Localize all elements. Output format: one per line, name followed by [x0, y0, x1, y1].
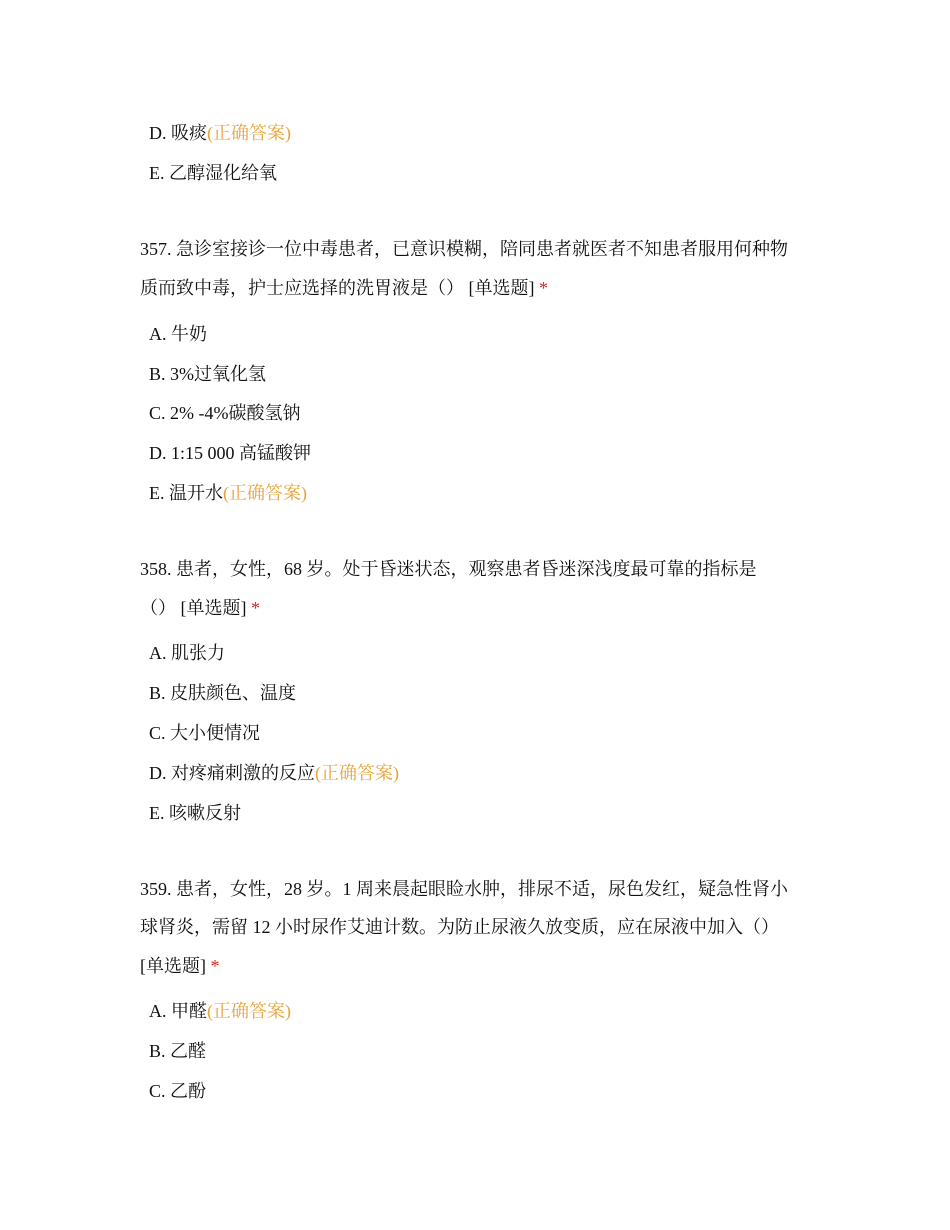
- option-text: E. 咳嗽反射: [149, 803, 241, 823]
- question-text: [单选题]: [140, 956, 206, 976]
- question-358-option-b: [149, 681, 296, 705]
- question-358-line-2: [140, 596, 260, 620]
- question-359-line-1: 359. 患者，女性，28 岁。1 周来晨起眼睑水肿，排尿不适，尿色发红，疑急性肾小: [140, 879, 788, 899]
- question-359-option-c: [149, 1079, 206, 1103]
- question-358-line-1: 358. 患者，女性，68 岁。处于昏迷状态，观察患者昏迷深浅度最可靠的指标是: [140, 559, 757, 579]
- question-359-option-a: [149, 999, 291, 1023]
- option-text: C. 乙酚: [149, 1081, 207, 1101]
- question-357-option-e: [149, 481, 307, 505]
- required-mark: *: [210, 956, 220, 976]
- option-text: A. 肌张力: [149, 643, 225, 663]
- correct-answer-label: (正确答案): [223, 483, 307, 503]
- option-e-prev: [149, 161, 277, 185]
- required-mark: *: [251, 598, 260, 618]
- question-357-line-1: 357. 急诊室接诊一位中毒患者，已意识模糊，陪同患者就医者不知患者服用何种物: [140, 239, 788, 259]
- question-357-line-2: [140, 276, 548, 300]
- question-357-option-c: [149, 401, 301, 425]
- required-mark: *: [539, 278, 548, 298]
- option-text: A. 甲醛: [149, 1001, 207, 1021]
- question-358-option-c: [149, 721, 260, 745]
- option-text: B. 3%过氧化氢: [149, 364, 266, 384]
- option-text: B. 乙醛: [149, 1041, 207, 1061]
- correct-answer-label: (正确答案): [207, 1001, 291, 1021]
- question-359-option-b: [149, 1039, 206, 1063]
- question-359-line-2: 球肾炎，需留 12 小时尿作艾迪计数。为防止尿液久放变质，应在尿液中加入（）: [140, 917, 779, 937]
- option-d-prev: [149, 121, 291, 145]
- option-text: E. 乙醇湿化给氧: [149, 163, 277, 183]
- question-358-option-d: [149, 761, 399, 785]
- option-text: D. 对疼痛刺激的反应: [149, 763, 315, 783]
- question-text: 质而致中毒，护士应选择的洗胃液是（） [单选题]: [140, 278, 535, 298]
- question-text: （） [单选题]: [140, 598, 247, 618]
- option-text: C. 2% -4%碳酸氢钠: [149, 403, 301, 423]
- correct-answer-label: (正确答案): [315, 763, 399, 783]
- question-358-option-a: [149, 641, 225, 665]
- option-text: C. 大小便情况: [149, 723, 261, 743]
- question-357-option-a: [149, 322, 207, 346]
- question-359-line-3: [140, 954, 220, 978]
- option-text: D. 1:15 000 高锰酸钾: [149, 443, 311, 463]
- option-text: D. 吸痰: [149, 123, 207, 143]
- correct-answer-label: (正确答案): [207, 123, 291, 143]
- question-357-option-d: [149, 441, 311, 465]
- option-text: A. 牛奶: [149, 324, 207, 344]
- option-text: B. 皮肤颜色、温度: [149, 683, 297, 703]
- question-357-option-b: [149, 362, 266, 386]
- question-358-option-e: [149, 801, 241, 825]
- option-text: E. 温开水: [149, 483, 223, 503]
